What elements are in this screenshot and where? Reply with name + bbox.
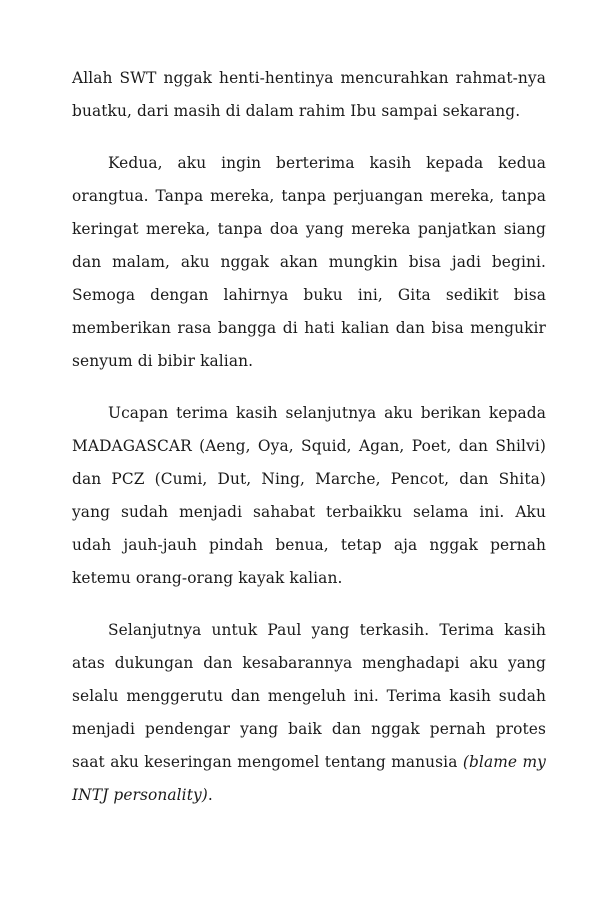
page-body xyxy=(72,62,546,831)
paragraph-paul xyxy=(72,614,546,812)
paragraph-text: Selanjutnya untuk Paul yang terkasih. Terima kasih atas dukungan dan kesabarannya menghadapi aku yang selalu menggerutu dan mengeluh ini. Terima kasih sudah menjadi pendengar yang baik dan nggak pernah protes saat aku keseringan mengomel tentang manusia xyxy=(72,621,546,771)
paragraph-opening xyxy=(72,62,546,128)
paragraph-italic-aside: (blame my INTJ personality) xyxy=(72,753,546,804)
paragraph-tail: . xyxy=(207,786,213,804)
paragraph-parents xyxy=(72,147,546,378)
paragraph-text: Allah SWT nggak henti-hentinya mencurahkan rahmat-nya buatku, dari masih di dalam rahim Ibu sampai sekarang. xyxy=(72,69,546,120)
paragraph-text: Ucapan terima kasih selanjutnya aku berikan kepada MADAGASCAR (Aeng, Oya, Squid, Agan, Poet, dan Shilvi) dan PCZ (Cumi, Dut, Ning, Marche, Pencot, dan Shita) yang sudah menjadi sahabat terbaikku selama ini. Aku udah jauh-jauh pindah benua, tetap aja nggak pernah ketemu orang-orang kayak kalian. xyxy=(72,404,546,587)
paragraph-text: Kedua, aku ingin berterima kasih kepada kedua orangtua. Tanpa mereka, tanpa perjuangan mereka, tanpa keringat mereka, tanpa doa yang mereka panjatkan siang dan malam, aku nggak akan mungkin bisa jadi begini. Semoga dengan lahirnya buku ini, Gita sedikit bisa memberikan rasa bangga di hati kalian dan bisa mengukir senyum di bibir kalian. xyxy=(72,154,546,370)
paragraph-friends xyxy=(72,397,546,595)
